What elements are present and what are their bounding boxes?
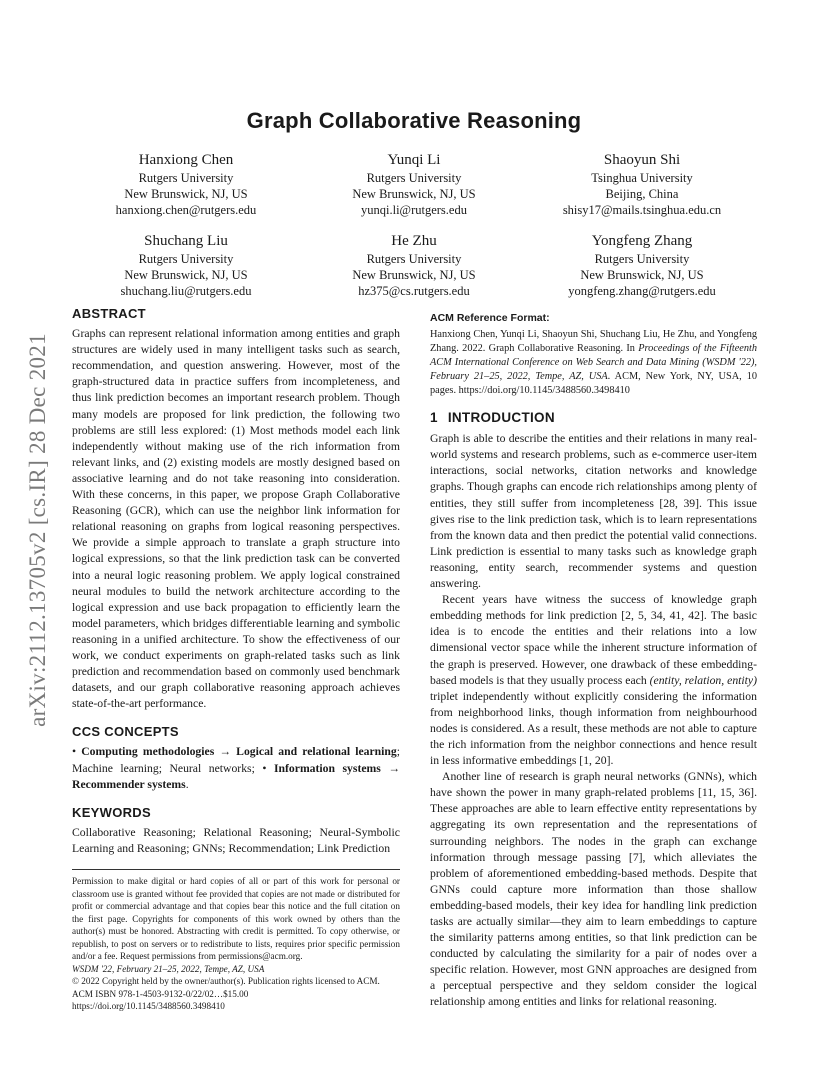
- acm-reference-text: [430, 328, 757, 398]
- author-email: yongfeng.zhang@rutgers.edu: [568, 284, 716, 298]
- arxiv-side-identifier: [14, 300, 62, 760]
- author-location: Beijing, China: [605, 187, 679, 201]
- author-location: New Brunswick, NJ, US: [352, 187, 476, 201]
- permission-text: Permission to make digital or hard copies of all or part of this work for personal or classroom use is granted without fee provided that copies are not made or distributed for profit or commercial advantage and that copies bear this notice and the full citation on the first page. Copyrights for components of this work owned by others than the author(s) must be honored. Abstracting with credit is permitted. To copy otherwise, or republish, to post on servers or to redistribute to lists, requires prior specific permission and/or a fee. Request permissions from permissions@acm.org.: [72, 876, 400, 961]
- author-affiliation: Rutgers University: [366, 171, 462, 185]
- author-email: yunqi.li@rutgers.edu: [361, 203, 467, 217]
- ccs-heading: CCS CONCEPTS: [72, 724, 179, 740]
- author-4: [72, 231, 300, 299]
- author-affiliation: Rutgers University: [138, 171, 234, 185]
- acm-reference-publisher: . ACM, New York, NY, USA, 10 pages. https://doi.org/10.1145/3488560.3498410: [430, 371, 757, 397]
- author-location: New Brunswick, NJ, US: [352, 268, 476, 282]
- author-affiliation: Rutgers University: [366, 252, 462, 266]
- keywords-text: Collaborative Reasoning; Relational Reasoning; Neural-Symbolic Learning and Reasoning; GNNs; Recommendation; Link Prediction: [72, 825, 400, 855]
- abstract-heading: ABSTRACT: [72, 306, 146, 321]
- abstract-text: Graphs can represent relational information among entities and graph structures are widely used in many intelligent tasks such as search, recommendation, and question answering. However, most of the graph-structured data in practice suffers from incompleteness, and thus link prediction becomes an important research problem. Though many models are proposed for link prediction, the following two problems are still less explored: (1) Most methods model each link independently without making use of the rich information from relevant links, and (2) existing models are mostly designed based on associative learning and do not take reasoning into consideration. With these concerns, in this paper, we propose Graph Collaborative Reasoning (GCR), which can use the neighbor link information for relational reasoning on graphs from logical reasoning perspectives. We provide a simple approach to translate a graph structure into logical expressions, so that the link prediction task can be converted into a neural logic reasoning problem. We apply logical constrained neural modules to build the network architecture according to the logical expression and use back propagation to efficiently learn the model parameters, which bridges differentiable learning and symbolic reasoning in a unified architecture. To show the effectiveness of our work, we conduct experiments on graph-related tasks such as link prediction and recommendation based on commonly used benchmark datasets, and our graph collaborative reasoning approach achieves state-of-the-art performance.: [72, 327, 400, 711]
- left-column: [72, 306, 400, 1013]
- author-1: [72, 150, 300, 218]
- author-location: New Brunswick, NJ, US: [124, 268, 248, 282]
- ccs-concept-end: .: [185, 777, 189, 791]
- acm-reference-heading: ACM Reference Format:: [430, 312, 550, 324]
- copyright-line: © 2022 Copyright held by the owner/author(s). Publication rights licensed to ACM.: [72, 976, 380, 986]
- paper-title: Graph Collaborative Reasoning: [246, 108, 582, 133]
- author-location: New Brunswick, NJ, US: [124, 187, 248, 201]
- acm-reference-proceedings: Proceedings of the Fifteenth ACM International Conference on Web Search and Data Mining (WSDM '22), February 21–25, 2022, Tempe, AZ, USA: [430, 343, 757, 383]
- intro-p2-end: triplet independently without explicitly considering the information from neighborhood links, though information from neighbourhood nodes is considered. As a result, these methods are not able to capture the rich information from the neighbor connections and hence result in less informative embeddings [1, 20].: [430, 689, 757, 768]
- ccs-concept-secondary: ; Machine learning; Neural networks;: [72, 745, 401, 775]
- author-affiliation: Rutgers University: [594, 252, 690, 266]
- intro-p2-start: Recent years have witness the success of knowledge graph embedding methods for link prediction [2, 5, 34, 41, 42]. The basic idea is to encode the entities and their relations into a low dimensional vector space while the inherent structure information of the graph is preserved. However, one drawback of these embedding-based models is that they usually process each: [430, 593, 757, 687]
- section-number: 1: [430, 410, 438, 426]
- right-column: [430, 310, 757, 1011]
- conference-info: WSDM '22, February 21–25, 2022, Tempe, AZ, USA: [72, 963, 265, 974]
- author-email: hanxiong.chen@rutgers.edu: [115, 203, 257, 217]
- author-2: [300, 150, 528, 218]
- ccs-bullet: •: [72, 745, 82, 759]
- author-email: hz375@cs.rutgers.edu: [358, 284, 470, 298]
- author-affiliation: Rutgers University: [138, 252, 234, 266]
- keywords-heading: KEYWORDS: [72, 804, 151, 820]
- isbn-line: ACM ISBN 978-1-4503-9132-0/22/02…$15.00: [72, 988, 249, 999]
- author-block: [72, 150, 756, 299]
- intro-paragraph-3: Another line of research is graph neural networks (GNNs), which have shown the power in many graph-related problems [11, 15, 36]. These approaches are able to learn effective entity representations by aggregating its own representation and the representations of surrounding neighbors. The nodes in the graph can exchange information through message passing [7], which alleviates the problem of aforementioned embedding-based methods. Despite that GNNs could capture more information than those shallow embedding-based models, their key idea for handling link prediction tasks are actually similar—they aim to learn embeddings to capture the similarity patterns among entities, so that link prediction can be conducted by calculating the similarity for a pair of nodes over a specific relation. However, most GNN approaches are designed from a perceptual perspective and they seldom consider the logical relationship among entities and links for relational reasoning.: [430, 770, 757, 1009]
- intro-p2-triplet: (entity, relation, entity): [649, 673, 757, 687]
- intro-paragraph-2: [430, 592, 757, 769]
- arxiv-identifier-text: arXiv:2112.13705v2 [cs.IR] 28 Dec 2021: [25, 333, 50, 727]
- ccs-bullet: •: [262, 761, 274, 775]
- introduction-heading: [430, 410, 757, 426]
- author-email: shuchang.liu@rutgers.edu: [120, 284, 252, 298]
- acm-reference-authors: Hanxiong Chen, Yunqi Li, Shaoyun Shi, Shuchang Liu, He Zhu, and Yongfeng Zhang. 2022. Graph Collaborative Reasoning. In: [430, 329, 757, 355]
- author-name: Shuchang Liu: [144, 233, 228, 249]
- intro-paragraph-1: Graph is able to describe the entities and their relations in many real-world systems and research problems, such as e-commerce user-item interactions, social networks, citation networks and knowledge graphs. Though graphs can encode rich relationships among plenty of entities, they still suffer from incompleteness [28, 39]. This issue gives rise to the link prediction task, which is to learn representations from the known data and then predict the potential valid connections. Link prediction is essential to many tasks such as knowledge graph reasoning, entity search, recommender systems and question answering.: [430, 432, 757, 591]
- ccs-concepts: [72, 744, 400, 792]
- ccs-concept-primary: Computing methodologies → Logical and relational learning: [81, 745, 397, 759]
- author-name: Hanxiong Chen: [138, 152, 234, 168]
- author-5: [300, 231, 528, 299]
- author-location: New Brunswick, NJ, US: [580, 268, 704, 282]
- author-3: [528, 150, 756, 218]
- author-name: Shaoyun Shi: [603, 152, 681, 168]
- doi-line: https://doi.org/10.1145/3488560.3498410: [72, 1001, 225, 1011]
- section-title: INTRODUCTION: [447, 410, 555, 426]
- author-affiliation: Tsinghua University: [591, 171, 693, 185]
- author-name: Yunqi Li: [387, 152, 441, 168]
- author-name: He Zhu: [391, 233, 437, 249]
- ccs-concept-primary: Information systems → Recommender systems: [72, 761, 401, 791]
- author-6: [528, 231, 756, 299]
- author-email: shisy17@mails.tsinghua.edu.cn: [562, 203, 722, 217]
- author-name: Yongfeng Zhang: [591, 233, 693, 249]
- permission-notice: [72, 869, 400, 1013]
